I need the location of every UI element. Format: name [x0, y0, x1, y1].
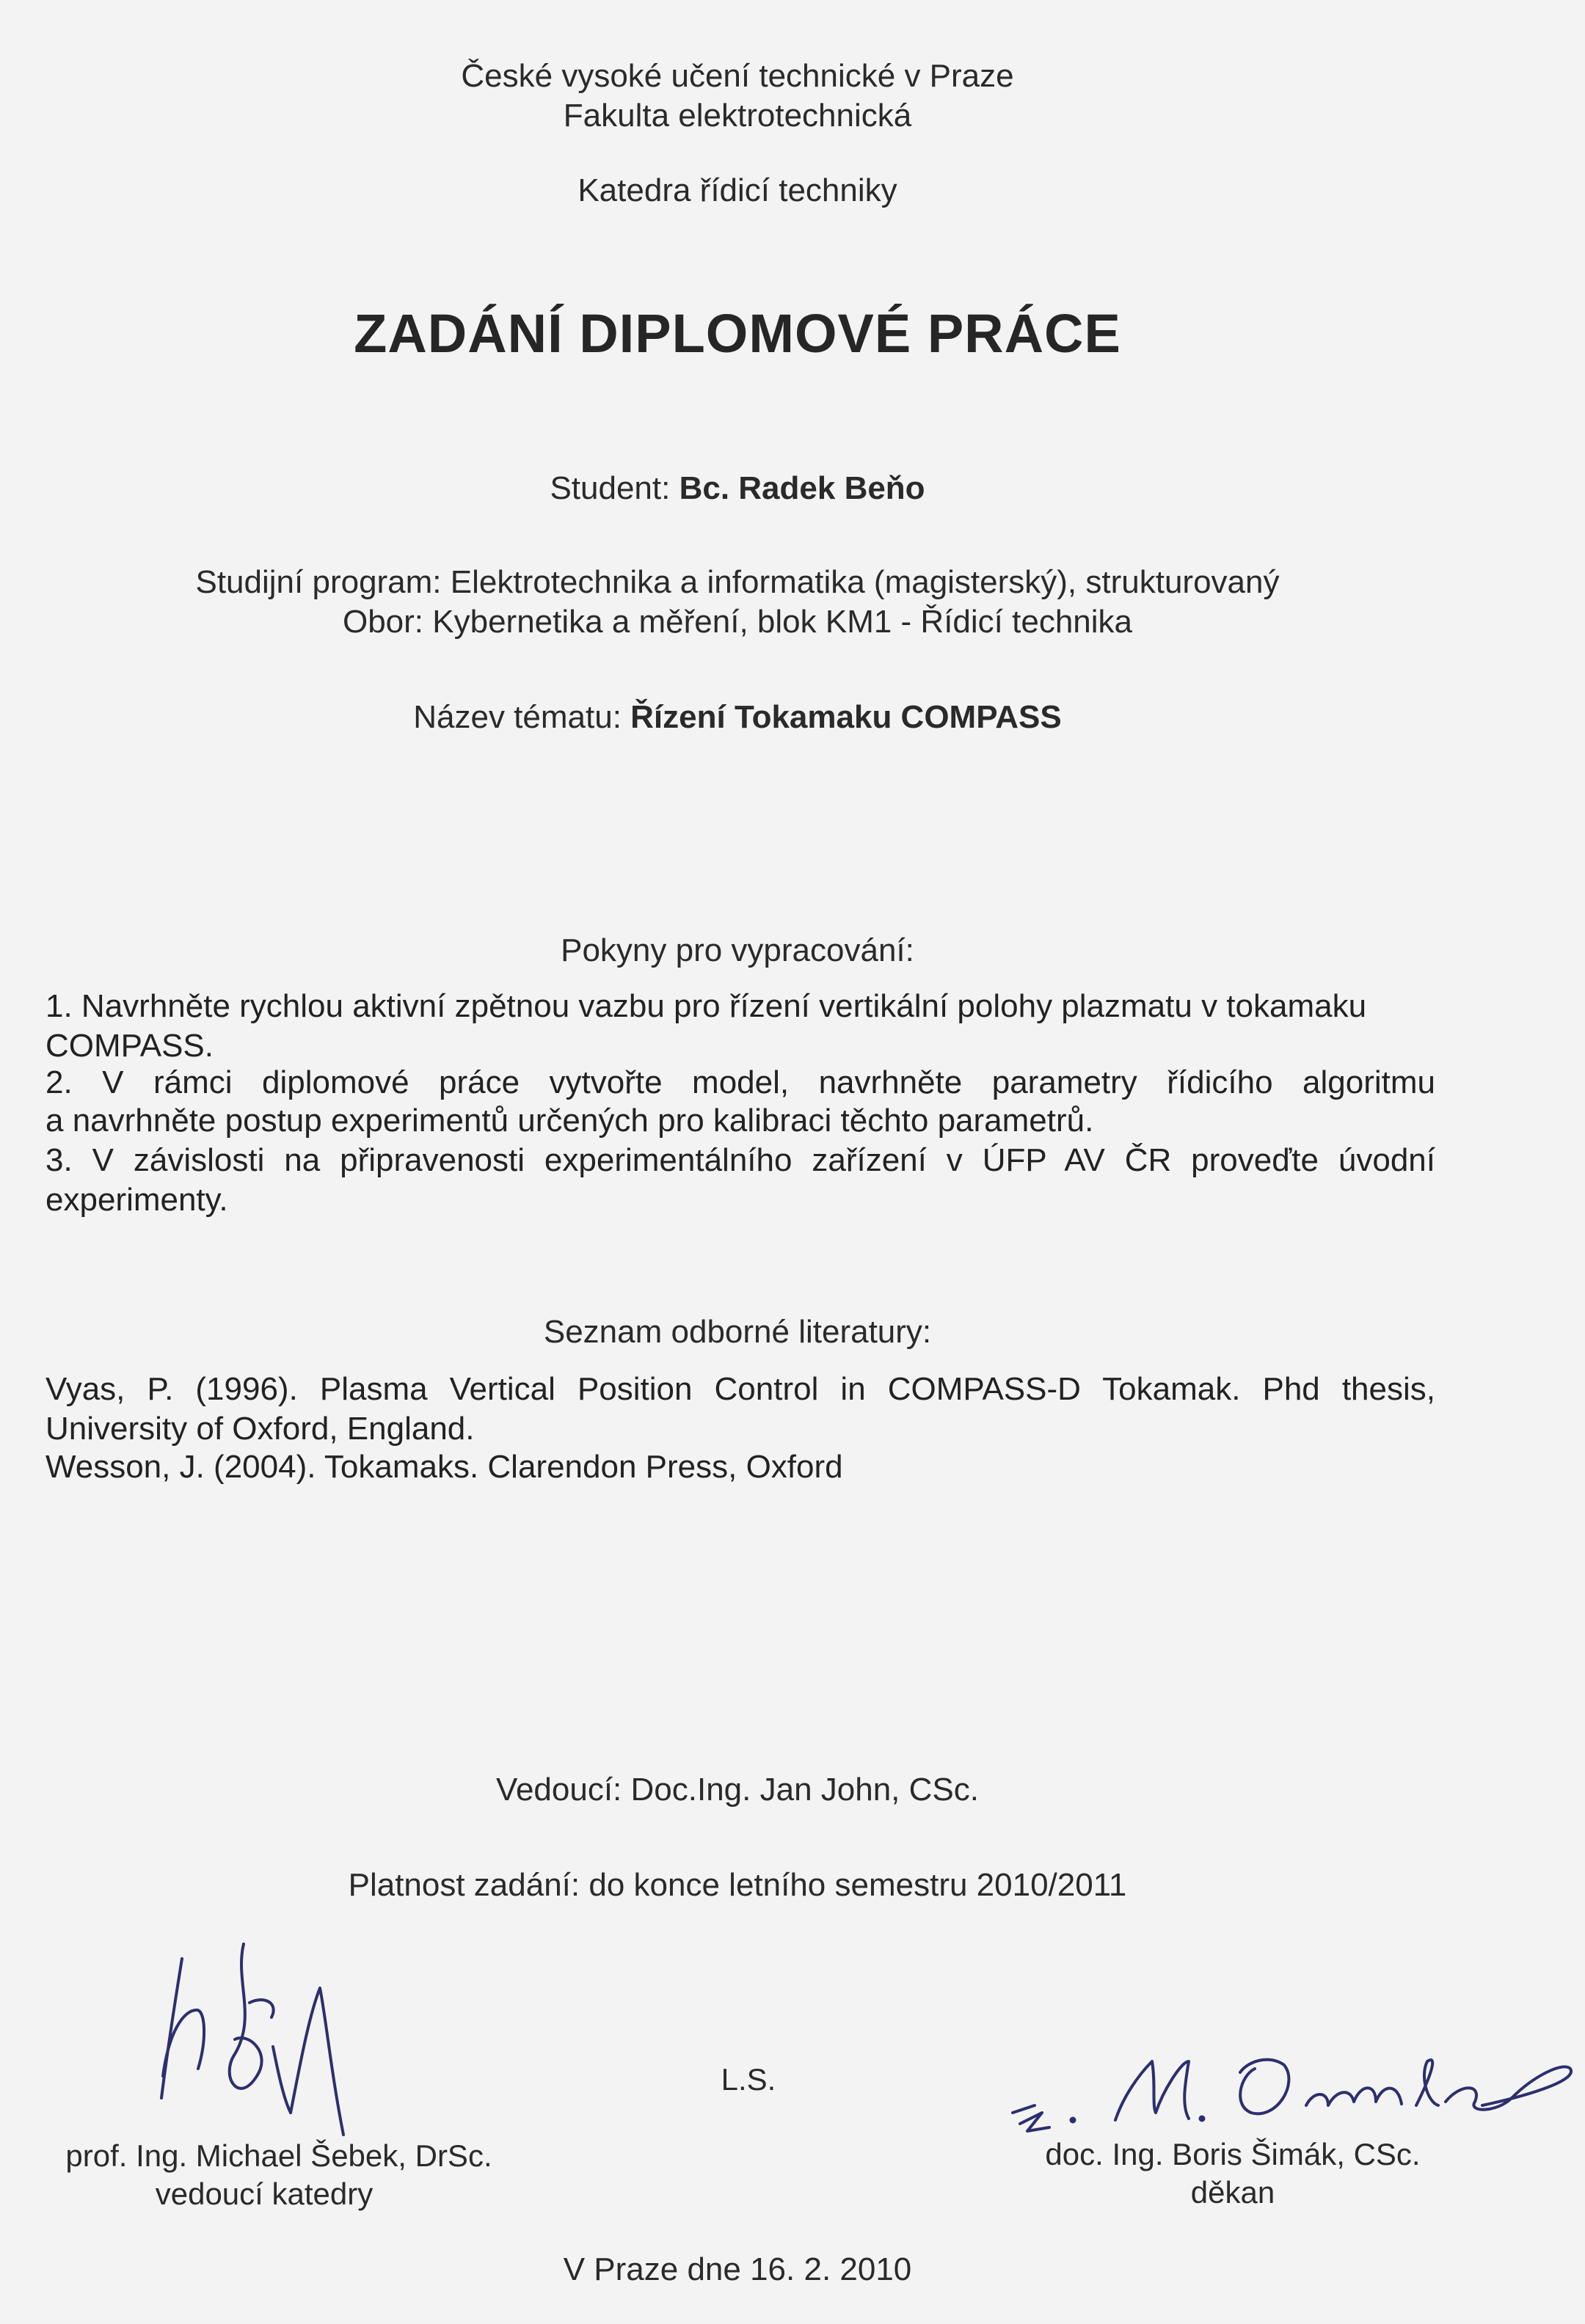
instruction-item-2-line-2: a navrhněte postup experimentů určených pro kalibraci těchto parametrů.	[45, 1103, 1094, 1139]
department-name: Katedra řídicí techniky	[577, 172, 897, 208]
student-line	[0, 468, 1475, 509]
topic-value: Řízení Tokamaku COMPASS	[630, 699, 1062, 735]
student-label: Student:	[550, 470, 671, 506]
university-name: České vysoké učení technické v Praze	[461, 58, 1014, 94]
dean-role: děkan	[1190, 2175, 1275, 2210]
instructions-heading: Pokyny pro vypracování:	[561, 932, 914, 968]
literature-heading: Seznam odborné literatury:	[543, 1314, 932, 1350]
topic-label: Název tématu:	[413, 699, 622, 735]
stamp-placeholder: L.S.	[721, 2062, 776, 2097]
instruction-item-1-line-1: 1. Navrhněte rychlou aktivní zpětnou vazbu pro řízení vertikální polohy plazmatu v tokamaku	[45, 988, 1367, 1024]
document-title: ZADÁNÍ DIPLOMOVÉ PRÁCE	[354, 303, 1121, 364]
validity-line: Platnost zadání: do konce letního semestru 2010/2011	[348, 1867, 1127, 1903]
instruction-item-1-line-2: COMPASS.	[45, 1028, 214, 1064]
study-program: Studijní program: Elektrotechnika a informatika (magisterský), strukturovaný	[195, 564, 1280, 600]
literature-ref-1-line-1: Vyas, P. (1996). Plasma Vertical Position Control in COMPASS-D Tokamak. Phd thesis,	[45, 1371, 1435, 1407]
topic-line	[0, 697, 1475, 738]
supervisor-line: Vedoucí: Doc.Ing. Jan John, CSc.	[496, 1772, 979, 1808]
place-and-date: V Praze dne 16. 2. 2010	[563, 2251, 912, 2287]
instruction-item-3-line-1: 3. V závislosti na připravenosti experimentálního zařízení v ÚFP AV ČR proveďte úvodní	[45, 1142, 1435, 1178]
study-field: Obor: Kybernetika a měření, blok KM1 - Řídicí technika	[342, 604, 1133, 640]
head-of-department-name: prof. Ing. Michael Šebek, DrSc.	[65, 2138, 492, 2173]
instruction-item-3-line-2: experimenty.	[45, 1182, 228, 1218]
head-of-department-signature	[147, 1929, 367, 2149]
literature-ref-1-line-2: University of Oxford, England.	[45, 1411, 475, 1447]
student-name: Bc. Radek Beňo	[679, 470, 925, 506]
head-of-department-role: vedoucí katedry	[155, 2177, 374, 2211]
instruction-item-2-line-1: 2. V rámci diplomové práce vytvořte model, navrhněte parametry řídicího algoritmu	[45, 1064, 1435, 1100]
dean-signature	[1005, 2032, 1578, 2135]
dean-name: doc. Ing. Boris Šimák, CSc.	[1045, 2137, 1421, 2171]
faculty-name: Fakulta elektrotechnická	[563, 98, 912, 134]
literature-ref-2: Wesson, J. (2004). Tokamaks. Clarendon Press, Oxford	[45, 1449, 843, 1485]
